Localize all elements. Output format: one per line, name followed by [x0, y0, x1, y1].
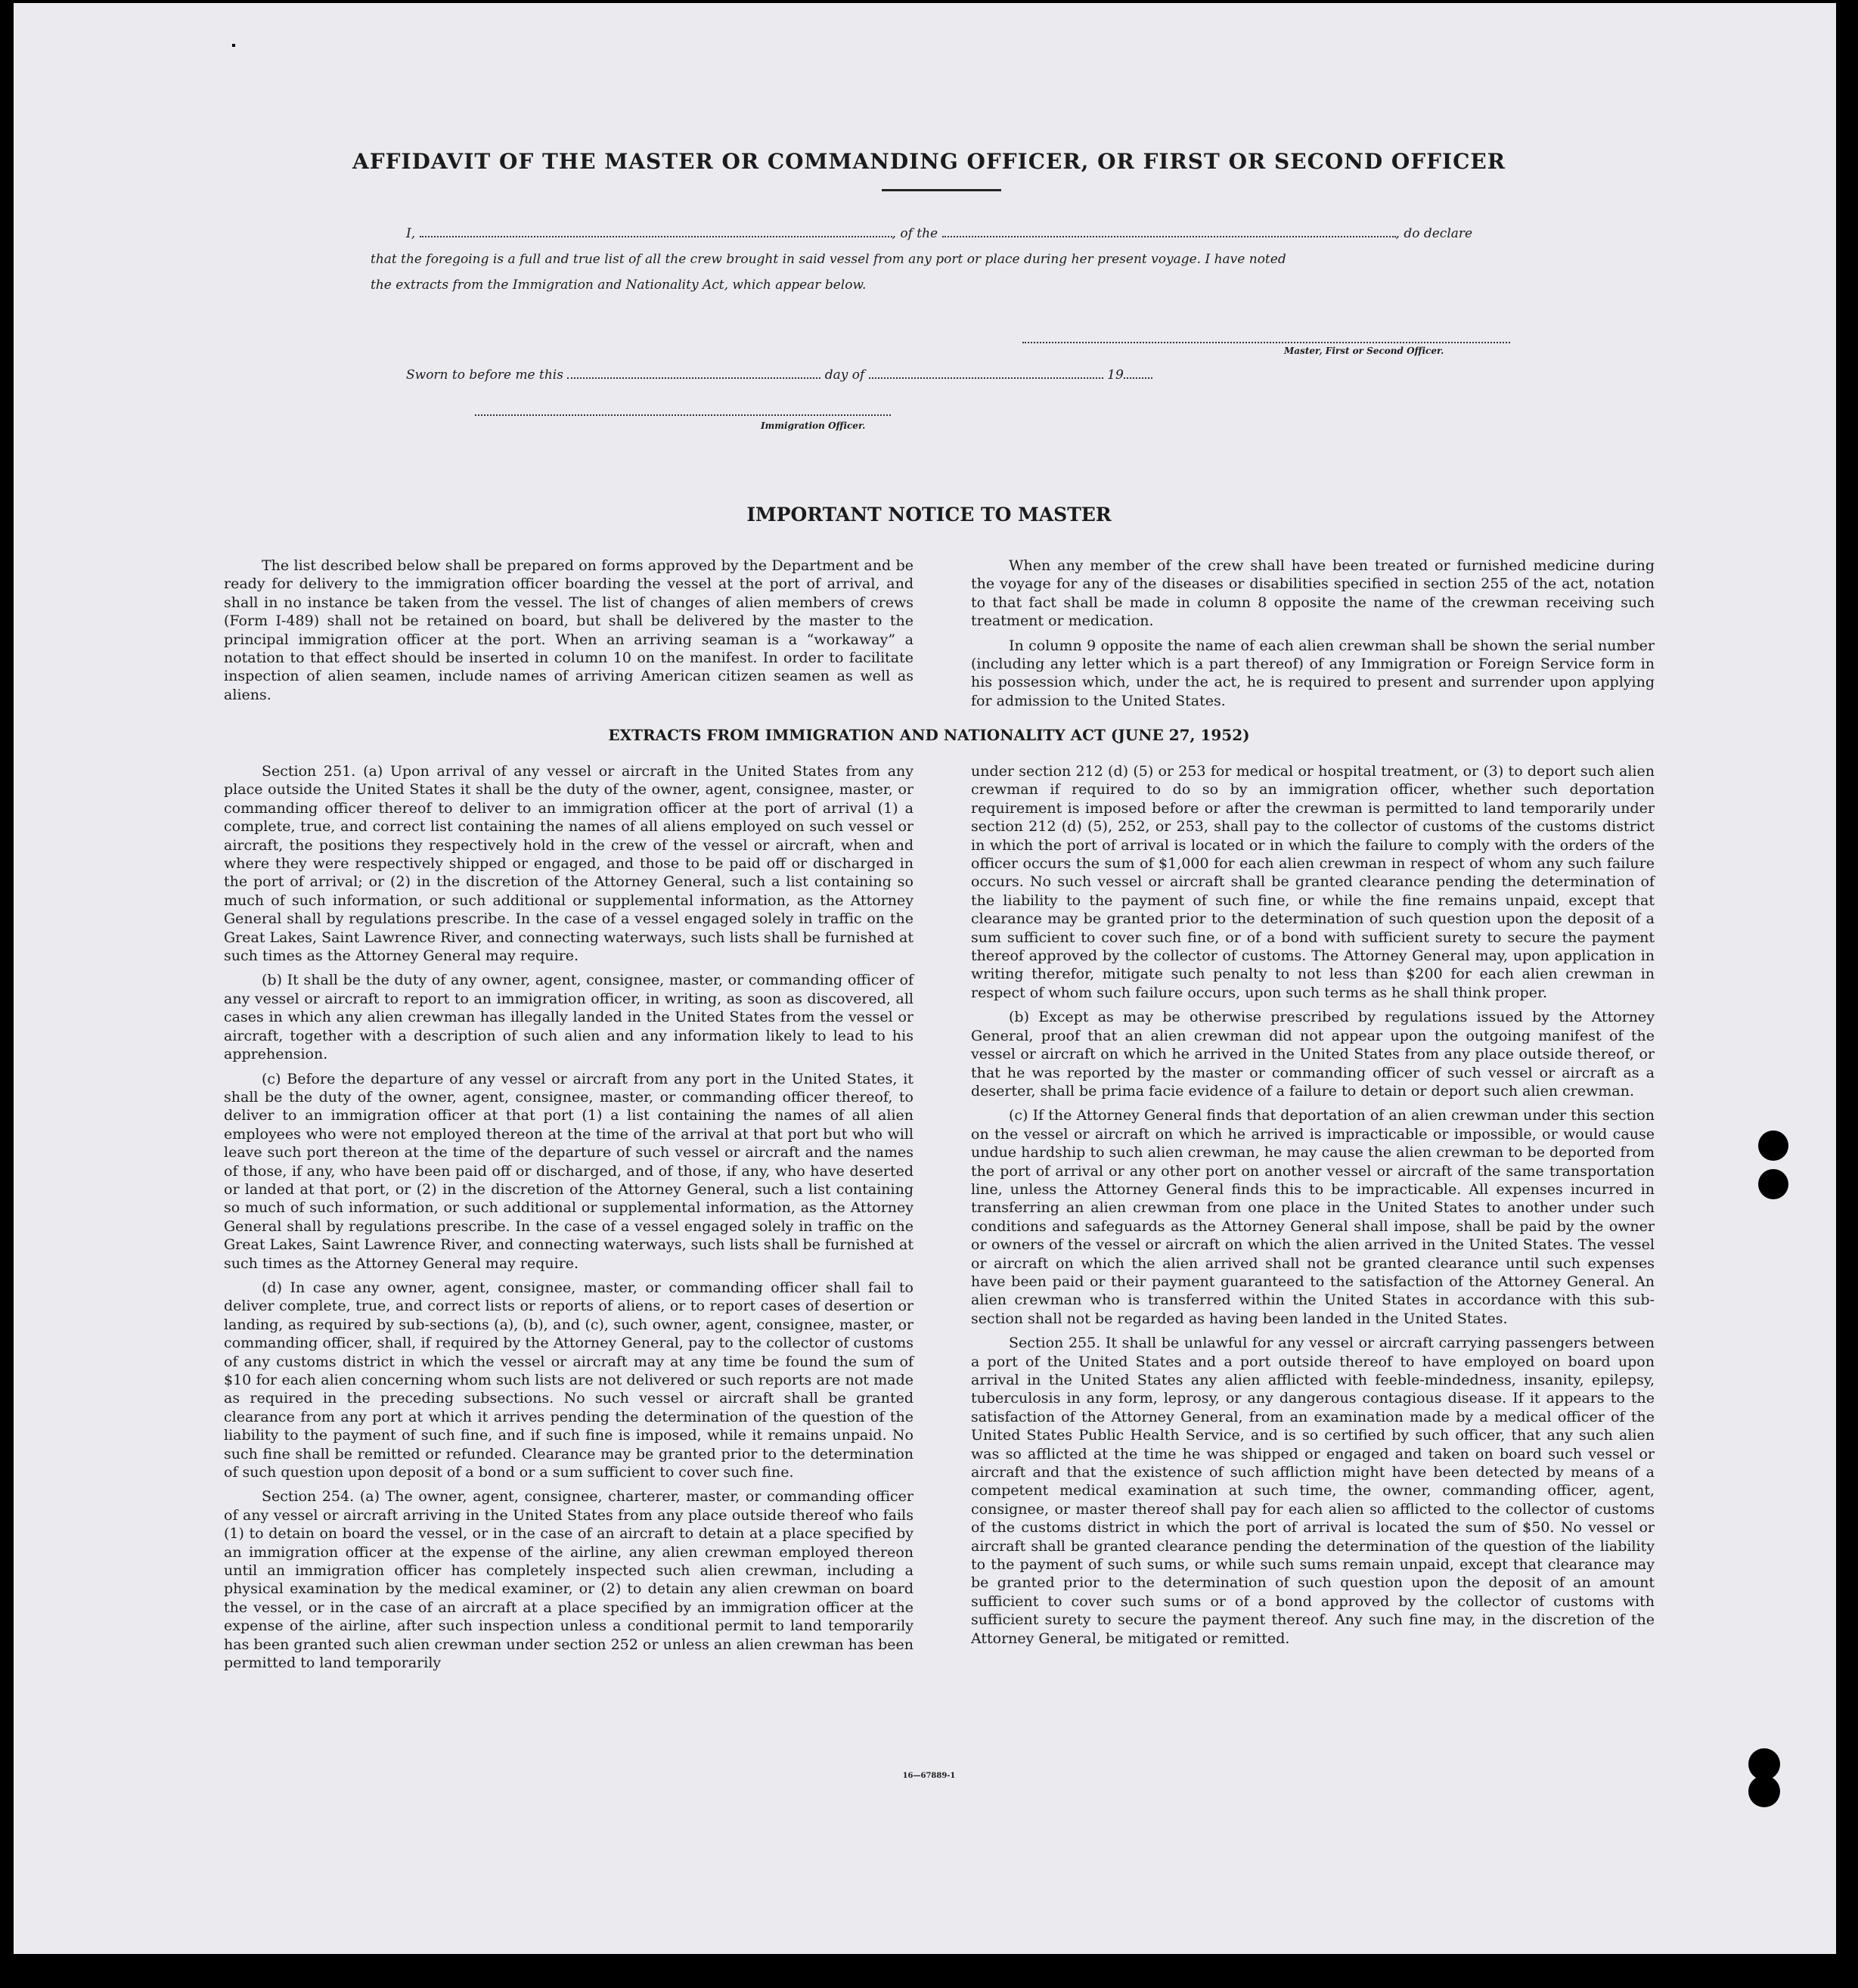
section-251-d: (d) In case any owner, agent, consignee, master, or commanding officer shall fail to deliver complete, true, and correct lists or reports of aliens, or to report cases of desertion or landing, as required by sub-sections (a), (b), and (c), such owner, agent, consignee, master, or commanding officer, shall, if required by the Attorney General, pay to the collector of customs of any customs district in which the vessel or aircraft may at any time be found the sum of $10 for each alien concerning whom such lists are not delivered or such reports are not made as required in the preceding subsections. No such vessel or aircraft shall be granted clearance from any port at which it arrives pending the determination of the question of the liability to the payment of such fine, and if such fine is imposed, while it remains unpaid. No such fine shall be remitted or refunded. Clearance may be granted prior to the determination of such question upon deposit of a bond or a sum sufficient to cover such fine.: [224, 1279, 913, 1481]
punch-hole: [1758, 1169, 1788, 1199]
of-the-label: , of the: [892, 226, 938, 241]
notice-right-column: [971, 557, 1655, 710]
do-declare-label: , do declare: [1395, 226, 1473, 241]
form-number: 16—67889-1: [902, 1772, 956, 1780]
section-255: Section 255. It shall be unlawful for any vessel or aircraft carrying passengers between a port of the United States and a port outside thereof to have employed on board upon arrival in the United States any alien afflicted with feeble-mindedness, insanity, epilepsy, tuberculosis in any form, leprosy, or any dangerous contagious disease. If it appears to the satisfaction of the Attorney General, from an examination made by a medical officer of the United States Public Health Service, and is so certified by such officer, that any such alien was so afflicted at the time he was shipped or engaged and taken on board such vessel or aircraft and that the existence of such affliction might have been detected by means of a competent medical examination at such time, the owner, commanding officer, agent, consignee, or master thereof shall pay for each alien so afflicted to the collector of customs of the customs district in which the port of arrival is located the sum of $50. No vessel or aircraft shall be granted clearance pending the determination of the question of the liability to the payment of such sums, or while such sums remain unpaid, except that clearance may be granted prior to the determination of such question upon the deposit of an amount sufficient to cover such sums or of a bond approved by the collector of customs with sufficient surety to secure the payment thereof. Any such fine may, in the discretion of the Attorney General, be mitigated or remitted.: [971, 1335, 1655, 1647]
day-of-label: day of: [824, 368, 865, 383]
notice-paragraph: In column 9 opposite the name of each alien crewman shall be shown the serial number (including any letter which is a part thereof) of any Immigration or Foreign Service form in his possession which, under the act, he is required to present and surrender upon applying for admission to the United States.: [971, 637, 1655, 709]
notice-paragraph: When any member of the crew shall have been treated or furnished medicine during the voyage for any of the diseases or disabilities specified in section 255 of the act, notation to that fact shall be made in column 8 opposite the name of the crewman receiving such treatment or medication.: [971, 557, 1655, 630]
section-251-b: (b) It shall be the duty of any owner, agent, consignee, master, or commanding officer of any vessel or aircraft to report to an immigration officer, in writing, as soon as discovered, all cases in which any alien crewman has illegally landed in the United States from the vessel or aircraft, together with a description of such alien and any information likely to lead to his apprehension.: [224, 972, 913, 1063]
punch-hole: [1758, 1130, 1788, 1161]
extracts-right-column: [971, 762, 1655, 1648]
notice-title: IMPORTANT NOTICE TO MASTER: [746, 504, 1112, 526]
vessel-field[interactable]: [942, 224, 1396, 237]
section-254-b: (b) Except as may be otherwise prescribed by regulations issued by the Attorney General, proof that an alien crewman did not appear upon the outgoing manifest of the vessel or aircraft on which he arrived in the United States from any place outside thereof, or that he was reported by the master or commanding officer of such vessel or aircraft as a deserter, shall be prima facie evidence of a failure to detain or deport such alien crewman.: [971, 1009, 1655, 1099]
section-251-a: Section 251. (a) Upon arrival of any vessel or aircraft in the United States from any place outside the United States it shall be the duty of the owner, agent, consignee, master, or commanding officer thereof to deliver to an immigration officer at the port of arrival (1) a complete, true, and correct list containing the names of all aliens employed on such vessel or aircraft, the positions they respectively hold in the crew of the vessel or aircraft, when and where they were respectively shipped or engaged, and those to be paid off or discharged in the port of arrival; or (2) in the discretion of the Attorney General, such a list containing so much of such information, or such additional or supplemental information, as the Attorney General shall by regulations prescribe. In the case of a vessel engaged solely in traffic on the Great Lakes, Saint Lawrence River, and connecting waterways, such lists shall be furnished at such times as the Attorney General may require.: [224, 763, 913, 965]
sworn-month-field[interactable]: [869, 365, 1103, 379]
section-254-a: Section 254. (a) The owner, agent, consignee, charterer, master, or commanding officer of any vessel or aircraft arriving in the United States from any place outside thereof who fails (1) to detain on board the vessel, or in the case of an aircraft to detain at a place specified by an immigration officer at the expense of the airline, any alien crewman employed thereon until an immigration officer has completely inspected such alien crewman, including a physical examination by the medical examiner, or (2) to detain any alien crewman on board the vessel, or in the case of an aircraft at a place specified by an immigration officer at the expense of the airline, after such inspection unless a conditional permit to land temporarily has been granted such alien crewman under section 252 or unless an alien crewman has been permitted to land temporarily: [224, 1488, 913, 1672]
title-rule: [882, 189, 1001, 191]
extracts-title: EXTRACTS FROM IMMIGRATION AND NATIONALITY ACT (JUNE 27, 1952): [608, 726, 1250, 744]
master-caption: Master, First or Second Officer.: [1284, 346, 1444, 356]
extracts-left-column: [224, 762, 913, 1673]
section-254-c: (c) If the Attorney General finds that deportation of an alien crewman under this section on the vessel or aircraft on which he arrived is impracticable or impossible, or would cause undue hardship to such alien crewman, he may cause the alien crewman to be deported from the port of arrival or any other port on another vessel or aircraft of the same transportation line, unless the Attorney General finds this to be impracticable. All expenses incurred in transferring an alien crewman from one place in the United States to another under such conditions and safeguards as the Attorney General shall impose, shall be paid by the owner or owners of the vessel or aircraft on which the alien arrived in the United States. The vessel or aircraft on which the alien arrived shall not be granted clearance until such expenses have been paid or their payment guaranteed to the satisfaction of the Attorney General. An alien crewman who is transferred within the United States in accordance with this sub-section shall not be regarded as having been landed in the United States.: [971, 1107, 1655, 1327]
sworn-label: Sworn to before me this: [406, 368, 563, 383]
punch-hole: [1748, 1776, 1780, 1807]
affidavit-line-1: [406, 224, 1472, 241]
name-field[interactable]: [420, 224, 892, 237]
i-label: I,: [406, 226, 416, 241]
year-label: 19: [1107, 368, 1124, 383]
scan-speck: [232, 44, 235, 47]
notice-paragraph: The list described below shall be prepared on forms approved by the Department and be ready for delivery to the immigration officer boarding the vessel at the port of arrival, and shall in no instance be taken from the vessel. The list of changes of alien members of crews (Form I-489) shall not be retained on board, but shall be delivered by the master to the principal immigration officer at the port. When an arriving seaman is a “workaway” a notation to that effect should be inserted in column 10 on the manifest. In order to facilitate inspection of alien seamen, include names of arriving American citizen seamen as well as aliens.: [224, 557, 913, 703]
section-251-c: (c) Before the departure of any vessel or aircraft from any port in the United States, it shall be the duty of the owner, agent, consignee, master, or commanding officer thereof, to deliver to an immigration officer at that port (1) a list containing the names of all alien employees who were not employed thereon at the time of the arrival at that port but who will leave such port thereon at the time of the departure of such vessel or aircraft and the names of those, if any, who have been paid off or discharged, and of those, if any, who have deserted or landed at that port, or (2) in the discretion of the Attorney General, such a list containing so much of such information, or such additional or supplemental information, as the Attorney General shall by regulations prescribe. In the case of a vessel engaged solely in traffic on the Great Lakes, Saint Lawrence River, and connecting waterways, such lists shall be furnished at such times as the Attorney General may require.: [224, 1070, 913, 1272]
officer-caption: Immigration Officer.: [761, 420, 866, 431]
sworn-line: [406, 365, 1152, 383]
section-254-a-cont: under section 212 (d) (5) or 253 for medical or hospital treatment, or (3) to deport such alien crewman if required to do so by an immigration officer, whether such deportation requirement is imposed before or after the crewman is permitted to land temporarily under section 212 (d) (5), 252, or 253, shall pay to the collector of customs of the customs district in which the port of arrival is located or in which the failure to comply with the orders of the officer occurs the sum of $1,000 for each alien crewman in respect of whom any such failure occurs. No such vessel or aircraft shall be granted clearance pending the determination of the liability to the payment of such fine, or while the fine remains unpaid, except that clearance may be granted prior to the determination of such question upon the deposit of a sum sufficient to cover such fine, or of a bond with sufficient surety to secure the payment thereof approved by the collector of customs. The Attorney General may, upon application in writing therefor, mitigate such penalty to not less than $200 for each alien crewman in respect of whom such failure occurs, upon such terms as he shall think proper.: [971, 763, 1655, 1001]
affidavit-title: AFFIDAVIT OF THE MASTER OR COMMANDING OFFICER, OR FIRST OR SECOND OFFICER: [352, 149, 1506, 174]
sworn-day-field[interactable]: [567, 365, 820, 379]
master-signature-field[interactable]: [1022, 330, 1510, 343]
sworn-year-field[interactable]: [1124, 365, 1152, 379]
affidavit-line-2: that the foregoing is a full and true list of all the crew brought in said vessel from any port or place during her present voyage. I have noted: [371, 252, 1286, 267]
notice-left-column: [224, 557, 913, 704]
officer-signature-field[interactable]: [475, 402, 891, 416]
affidavit-line-3: the extracts from the Immigration and Nationality Act, which appear below.: [371, 278, 867, 293]
